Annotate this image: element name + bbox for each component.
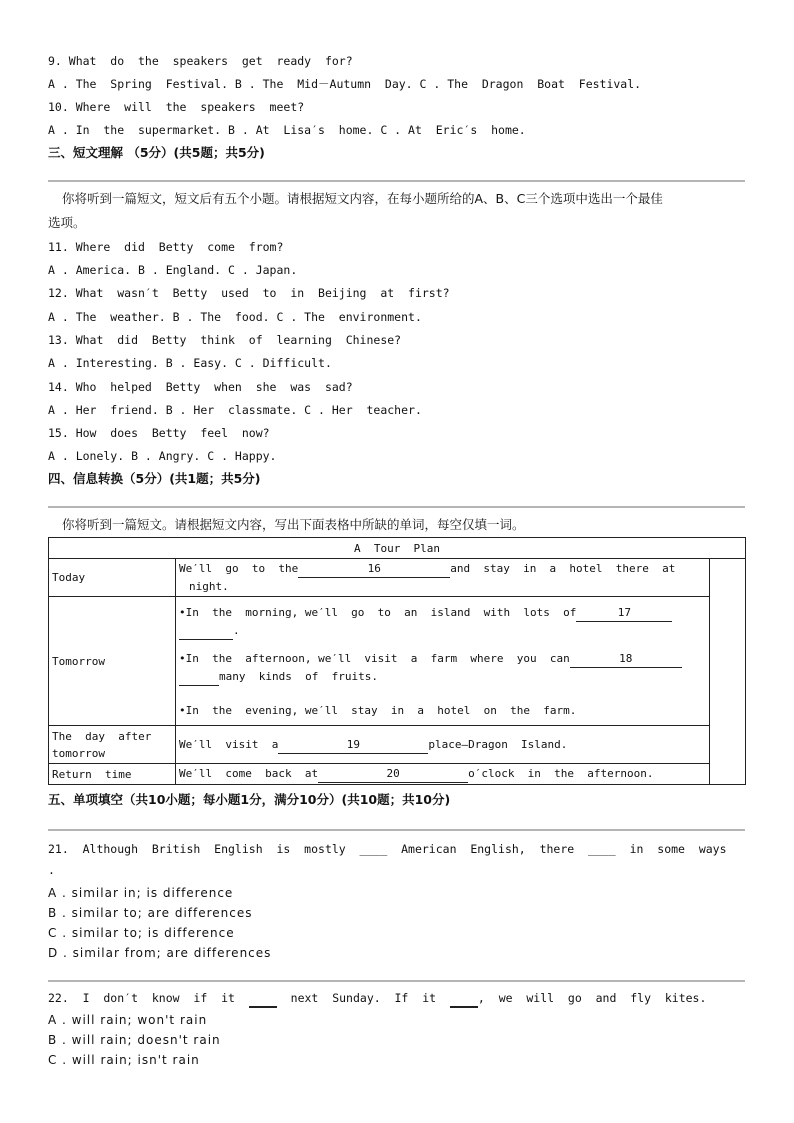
- question-21-option-d: D . similar from; are differences: [48, 946, 272, 960]
- question-13-options: A . Interesting. B . Easy. C . Difficult.: [48, 356, 332, 370]
- blank-20[interactable]: 20: [318, 765, 468, 783]
- question-15-options: A . Lonely. B . Angry. C . Happy.: [48, 449, 277, 463]
- question-21-option-c: C . similar to; is difference: [48, 926, 235, 940]
- question-21-option-a: A . similar in; is difference: [48, 886, 234, 900]
- question-22-option-b: B . will rain; doesn't rain: [48, 1033, 221, 1047]
- question-11: 11. Where did Betty come from?: [48, 240, 284, 254]
- afternoon-text: •In the afternoon, we′ll visit a farm where you can: [179, 651, 570, 665]
- section-3-instruction-cont: 选项。: [48, 215, 86, 230]
- blank-18[interactable]: 18: [570, 650, 682, 668]
- question-22-option-c: C . will rain; isn't rain: [48, 1053, 200, 1067]
- section-divider: [48, 980, 745, 982]
- question-22-blank-2[interactable]: [450, 990, 478, 1008]
- return-cell: [176, 764, 710, 785]
- row-label-today: Today: [49, 559, 176, 597]
- tour-plan-table: [48, 537, 746, 785]
- row-label-tomorrow: Tomorrow: [49, 597, 176, 726]
- morning-end: .: [233, 623, 240, 637]
- question-22: [48, 990, 706, 1008]
- evening-text: •In the evening, we′ll stay in a hotel on the farm.: [179, 703, 577, 717]
- return-text-2: o′clock in the afternoon.: [468, 767, 654, 780]
- afternoon-text-2: many kinds of fruits.: [219, 669, 378, 683]
- blank-16[interactable]: 16: [298, 560, 450, 578]
- section-4-heading: 四、信息转换（5分）(共1题；共5分): [48, 471, 261, 486]
- day-after-text-2: place—Dragon Island.: [428, 737, 568, 751]
- question-22-text-2: next Sunday. If it: [290, 991, 437, 1005]
- question-22-blank-1[interactable]: [249, 990, 277, 1008]
- section-divider: [48, 506, 745, 508]
- row-label-return-time: Return time: [49, 764, 176, 785]
- blank-17[interactable]: 17: [576, 604, 672, 622]
- question-14-options: A . Her friend. B . Her classmate. C . Her teacher.: [48, 403, 422, 417]
- question-12: 12. What wasn′t Betty used to in Beijing at first?: [48, 286, 450, 300]
- question-11-options: A . America. B . England. C . Japan.: [48, 263, 298, 277]
- blank-19[interactable]: 19: [278, 736, 428, 754]
- day-after-label-2: tomorrow: [52, 746, 105, 760]
- section-5-heading: 五、单项填空（共10小题；每小题1分，满分10分）(共10题；共10分): [48, 792, 451, 807]
- question-21-option-b: B . similar to; are differences: [48, 906, 253, 920]
- question-10: 10. Where will the speakers meet?: [48, 100, 305, 114]
- today-text: We′ll go to the: [179, 562, 299, 575]
- section-3-instruction: 你将听到一篇短文，短文后有五个小题。请根据短文内容，在每小题所给的A、B、C三个选项中选出一个最佳: [62, 191, 663, 206]
- table-title: A Tour Plan: [49, 538, 746, 559]
- section-divider: [48, 829, 745, 831]
- tomorrow-cell: [176, 597, 710, 726]
- question-12-options: A . The weather. B . The food. C . The environment.: [48, 310, 422, 324]
- day-after-label-1: The day after: [52, 729, 152, 743]
- row-label-day-after-tomorrow: [49, 726, 176, 764]
- question-21: 21. Although British English is mostly ____ American English, there ____ in some ways: [48, 842, 727, 856]
- question-22-option-a: A . will rain; won't rain: [48, 1013, 208, 1027]
- section-divider: [48, 180, 745, 182]
- question-21-tail: .: [48, 863, 55, 877]
- day-after-text: We′ll visit a: [179, 737, 279, 751]
- today-text-3: night.: [189, 580, 229, 593]
- question-22-text-3: , we will go and fly kites.: [477, 991, 707, 1005]
- empty-side-cell: [710, 559, 746, 785]
- question-15: 15. How does Betty feel now?: [48, 426, 270, 440]
- section-3-heading: 三、短文理解 （5分）(共5题；共5分): [48, 145, 265, 160]
- question-22-text-1: 22. I don′t know if it: [48, 991, 235, 1005]
- question-13: 13. What did Betty think of learning Chinese?: [48, 333, 402, 347]
- day-after-cell: [176, 726, 710, 764]
- blank-17-cont: [179, 622, 233, 640]
- morning-text: •In the morning, we′ll go to an island with lots of: [179, 605, 577, 619]
- today-cell: [176, 559, 710, 597]
- question-9: 9. What do the speakers get ready for?: [48, 54, 353, 68]
- question-14: 14. Who helped Betty when she was sad?: [48, 380, 353, 394]
- return-text: We′ll come back at: [179, 767, 319, 780]
- section-4-instruction: 你将听到一篇短文。请根据短文内容，写出下面表格中所缺的单词，每空仅填一词。: [62, 517, 525, 532]
- blank-18-cont: [179, 668, 219, 686]
- question-10-options: A . In the supermarket. B . At Lisa′s home. C . At Eric′s home.: [48, 123, 526, 137]
- today-text-2: and stay in a hotel there at: [450, 562, 676, 575]
- question-9-options: A . The Spring Festival. B . The Mid－Autumn Day. C . The Dragon Boat Festival.: [48, 77, 642, 91]
